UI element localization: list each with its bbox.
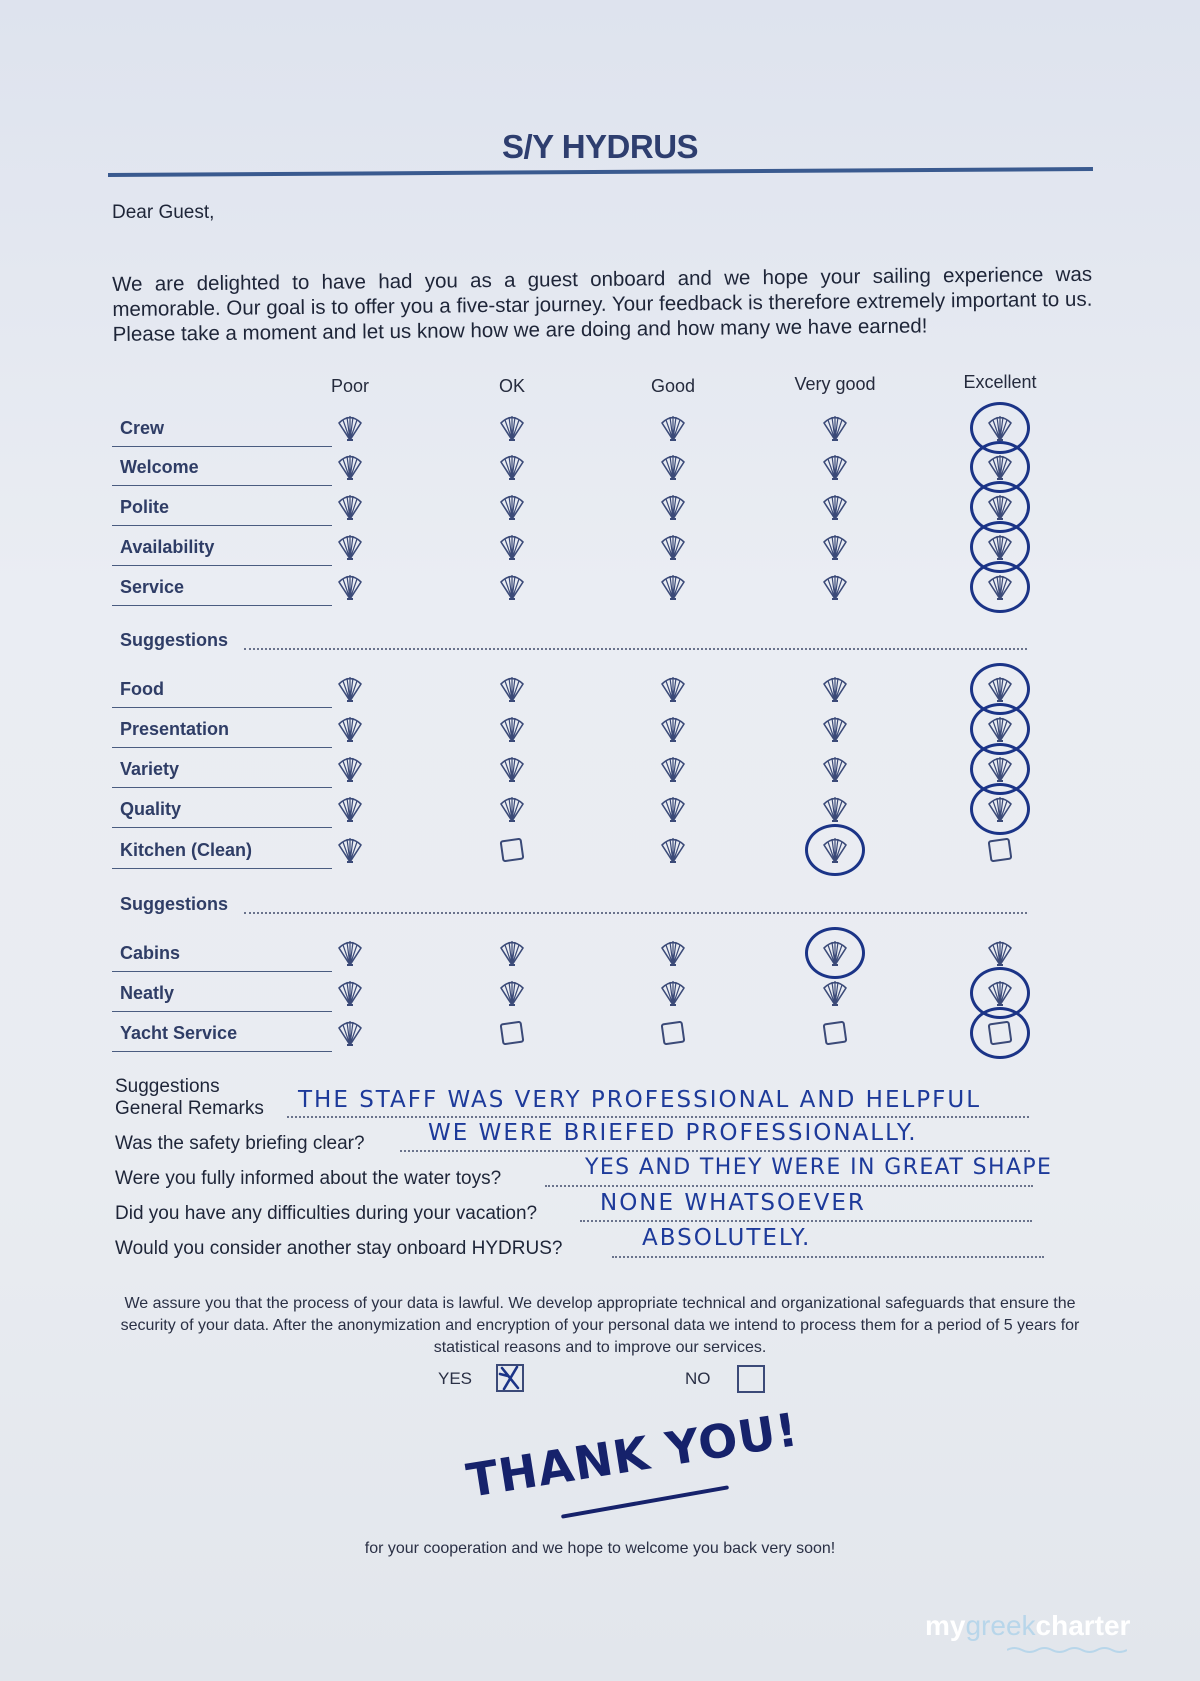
- shell-icon[interactable]: [658, 754, 688, 784]
- shell-icon[interactable]: [335, 978, 365, 1008]
- suggestions-label: Suggestions: [120, 630, 229, 650]
- row-label-text: Welcome: [120, 457, 199, 477]
- question-water-toys: Were you fully informed about the water toys?: [115, 1168, 502, 1189]
- shell-icon[interactable]: [658, 794, 688, 824]
- suggestions-line-food[interactable]: [112, 894, 1027, 920]
- shell-icon[interactable]: [497, 572, 527, 602]
- shell-icon[interactable]: [658, 938, 688, 968]
- shell-icon[interactable]: [497, 532, 527, 562]
- watermark-part-3: charter: [1035, 1610, 1131, 1641]
- data-consent-text: We assure you that the process of your data is lawful. We develop appropriate technical and organizational safeguards that ensure the security of your data. After the anonymization and encryption of your personal data we intend to process them for a period of 5 years for statistical reasons and to improve our services.: [120, 1295, 1080, 1356]
- shell-icon[interactable]: [335, 714, 365, 744]
- empty-rating-box-icon[interactable]: [823, 1021, 848, 1046]
- row-label-text: Crew: [120, 418, 165, 438]
- dotted-line: [580, 1220, 1032, 1222]
- shell-icon[interactable]: [497, 714, 527, 744]
- dotted-line: [545, 1185, 1033, 1187]
- empty-rating-box-icon[interactable]: [988, 838, 1013, 863]
- thank-you-handwriting: THANK YOU!: [462, 1402, 802, 1508]
- selected-rating-circle: [805, 824, 865, 876]
- shell-icon[interactable]: [820, 714, 850, 744]
- shell-icon[interactable]: [335, 452, 365, 482]
- shell-icon[interactable]: [985, 938, 1015, 968]
- answer-safety-briefing[interactable]: WE WERE BRIEFED PROFESSIONALLY.: [428, 1120, 918, 1146]
- watermark-part-2: greek: [965, 1610, 1036, 1641]
- shell-icon[interactable]: [820, 492, 850, 522]
- mygreekcharter-watermark: [925, 1610, 1130, 1642]
- shell-icon[interactable]: [658, 413, 688, 443]
- shell-icon[interactable]: [335, 835, 365, 865]
- shell-icon[interactable]: [820, 794, 850, 824]
- shell-icon[interactable]: [335, 1018, 365, 1048]
- row-label-text: Presentation: [120, 719, 230, 739]
- row-label: [112, 836, 332, 869]
- shell-icon[interactable]: [497, 413, 527, 443]
- form-title: S/Y HYDRUS: [501, 128, 699, 165]
- shell-icon[interactable]: [820, 532, 850, 562]
- answer-another-stay[interactable]: ABSOLUTELY.: [642, 1225, 812, 1251]
- selected-rating-circle: [805, 927, 865, 979]
- row-label: [112, 755, 332, 788]
- row-label-text: Availability: [120, 537, 215, 557]
- wave-icon: [1007, 1646, 1127, 1654]
- row-label: [112, 414, 332, 447]
- shell-icon[interactable]: [497, 492, 527, 522]
- shell-icon[interactable]: [335, 572, 365, 602]
- shell-icon[interactable]: [335, 938, 365, 968]
- dotted-line: [400, 1150, 1030, 1152]
- thank-you-underline: [561, 1485, 729, 1518]
- row-label-text: Food: [120, 679, 164, 699]
- consent-no-checkbox[interactable]: [737, 1365, 765, 1393]
- suggestions-line-crew[interactable]: [112, 630, 1027, 656]
- shell-icon[interactable]: [820, 978, 850, 1008]
- shell-icon[interactable]: [335, 532, 365, 562]
- consent-no-label: NO: [685, 1369, 711, 1388]
- column-heading-good: Good: [650, 376, 696, 396]
- row-label: [112, 939, 332, 972]
- closing-footer: for your cooperation and we hope to welcome you back very soon!: [364, 1540, 836, 1557]
- shell-icon[interactable]: [497, 794, 527, 824]
- shell-icon[interactable]: [820, 754, 850, 784]
- row-label: [112, 493, 332, 526]
- empty-rating-box-icon[interactable]: [500, 1021, 525, 1046]
- intro-paragraph: We are delighted to have had you as a guest onboard and we hope your sailing experience was memorable. Our goal is to offer you a five-star journey. Your feedback is therefore extremely important to us. Please take a moment and let us know how we are doing and how many we have earned!: [112, 262, 1093, 346]
- title-rule: [108, 167, 1093, 177]
- column-heading-very-good: Very good: [794, 374, 876, 394]
- shell-icon[interactable]: [658, 674, 688, 704]
- shell-icon[interactable]: [497, 938, 527, 968]
- general-remarks-label: General Remarks: [115, 1098, 264, 1119]
- shell-icon[interactable]: [820, 413, 850, 443]
- answer-water-toys[interactable]: YES AND THEY WERE IN GREAT SHAPE: [585, 1155, 1053, 1180]
- greeting: Dear Guest,: [112, 202, 215, 223]
- remarks-suggestions-label: Suggestions: [115, 1076, 220, 1097]
- row-label-text: Polite: [120, 497, 170, 517]
- row-label: [112, 715, 332, 748]
- column-heading-poor: Poor: [330, 376, 370, 396]
- column-heading-ok: OK: [498, 376, 526, 396]
- dotted-line: [244, 912, 1027, 914]
- row-label-text: Variety: [120, 759, 180, 779]
- shell-icon[interactable]: [820, 674, 850, 704]
- row-label-text: Kitchen (Clean): [120, 840, 253, 860]
- shell-icon[interactable]: [658, 714, 688, 744]
- suggestions-label: Suggestions: [120, 894, 229, 914]
- check-mark-icon: [498, 1366, 522, 1390]
- answer-difficulties[interactable]: NONE WHATSOEVER: [600, 1190, 866, 1216]
- shell-icon[interactable]: [497, 978, 527, 1008]
- row-label-text: Service: [120, 577, 185, 597]
- question-another-stay: Would you consider another stay onboard HYDRUS?: [115, 1238, 563, 1259]
- empty-rating-box-icon[interactable]: [500, 838, 525, 863]
- empty-rating-box-icon[interactable]: [661, 1021, 686, 1046]
- shell-icon[interactable]: [335, 492, 365, 522]
- column-heading-excellent: Excellent: [963, 372, 1037, 392]
- watermark-part-1: my: [925, 1610, 966, 1641]
- shell-icon[interactable]: [658, 978, 688, 1008]
- row-label-text: Yacht Service: [120, 1023, 238, 1043]
- general-remarks-answer[interactable]: THE STAFF WAS VERY PROFESSIONAL AND HELPFUL: [298, 1087, 982, 1113]
- row-label: [112, 979, 332, 1012]
- question-difficulties: Did you have any difficulties during your vacation?: [115, 1203, 538, 1224]
- shell-icon[interactable]: [497, 452, 527, 482]
- row-label-text: Quality: [120, 799, 182, 819]
- row-label: [112, 1019, 332, 1052]
- dotted-line: [612, 1256, 1044, 1258]
- shell-icon[interactable]: [335, 413, 365, 443]
- shell-icon[interactable]: [497, 674, 527, 704]
- dotted-line: [287, 1116, 1029, 1118]
- selected-rating-circle: [970, 1007, 1030, 1059]
- row-label: [112, 675, 332, 708]
- dotted-line: [244, 648, 1027, 650]
- shell-icon[interactable]: [335, 794, 365, 824]
- shell-icon[interactable]: [820, 572, 850, 602]
- shell-icon[interactable]: [658, 492, 688, 522]
- row-label: [112, 453, 332, 486]
- row-label: [112, 795, 332, 828]
- row-label: [112, 533, 332, 566]
- shell-icon[interactable]: [658, 835, 688, 865]
- row-label-text: Neatly: [120, 983, 175, 1003]
- selected-rating-circle: [970, 783, 1030, 835]
- consent-yes-label: YES: [438, 1369, 473, 1388]
- shell-icon[interactable]: [658, 452, 688, 482]
- row-label-text: Cabins: [120, 943, 181, 963]
- shell-icon[interactable]: [820, 452, 850, 482]
- shell-icon[interactable]: [335, 674, 365, 704]
- selected-rating-circle: [970, 561, 1030, 613]
- shell-icon[interactable]: [497, 754, 527, 784]
- question-safety-briefing: Was the safety briefing clear?: [115, 1133, 365, 1154]
- shell-icon[interactable]: [658, 572, 688, 602]
- row-label: [112, 573, 332, 606]
- shell-icon[interactable]: [335, 754, 365, 784]
- shell-icon[interactable]: [658, 532, 688, 562]
- consent-yes-checkbox[interactable]: [496, 1364, 524, 1392]
